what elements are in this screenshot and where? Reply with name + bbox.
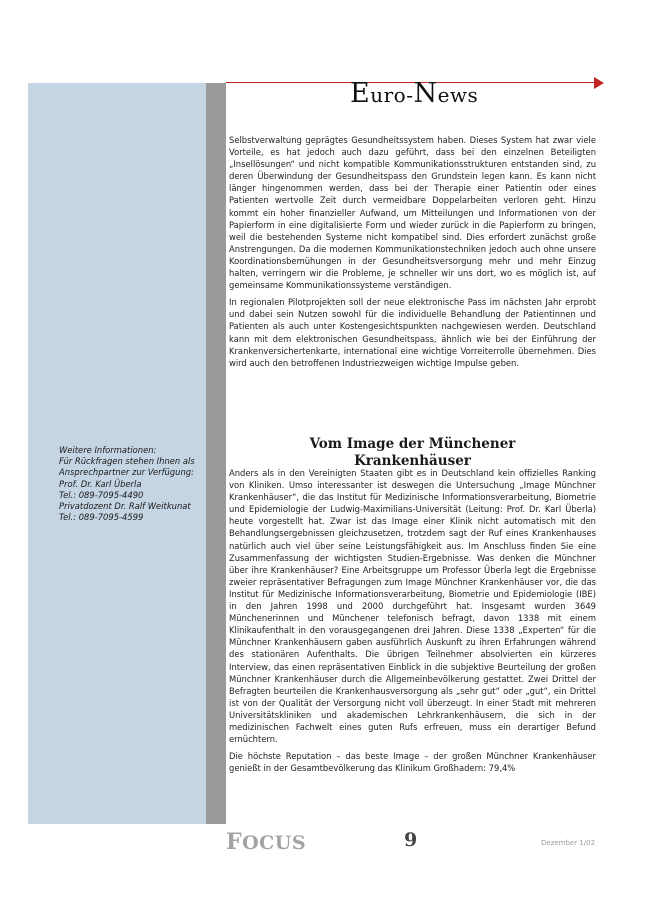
info-heading: Weitere Informationen: [59,445,157,455]
brand-letter: F [226,829,243,855]
heading-line: Krankenhäuser [354,453,471,469]
masthead-letter: E [350,78,371,109]
article-body [229,467,596,779]
arrow-icon [594,77,604,89]
paragraph: Selbstverwaltung geprägtes Gesundheitssystem haben. Dieses System hat zwar viele Vorteile, es hat jedoch auch dazu geführt, dass bei den einzelnen Beteiligten „Insellösungen“ und nicht kompatible Kommunikationsstrukturen entstanden sind, zu deren Überwindung der Gesundheitspass den Grundstein legen kann. Es kann nicht länger hingenommen werden, dass bei der Therapie einer Patientin oder eines Patienten wertvolle Zeit durch vermeidbare Doppelarbeiten verloren geht. Hinzu kommt ein hoher finanzieller Aufwand, um Mitteilungen und Informationen von der Papierform in eine digitalisierte Form und wieder zurück in die Papierform zu bringen, weil die bestehenden Systeme nicht kompatibel sind. Dies erfordert zunächst große Anstrengungen. Da die modernen Kommunikationstechniken jedoch auch ohne unsere Koordinationsbemühungen in der Gesundheitsversorgung mehr und mehr Einzug halten, verringern wir die Probleme, je schneller wir uns dort, wo es möglich ist, auf gemeinsame Kommunikationssysteme verständigen. [229,135,596,291]
brand-text: OCUS [242,832,307,854]
info-line: Ansprechpartner zur Verfügung: [59,467,194,478]
masthead-text: uro- [370,83,414,107]
paragraph: In regionalen Pilotprojekten soll der neue elektronische Pass im nächsten Jahr erprobt und dabei sein Nutzen sowohl für die individuelle Behandlung der Patientinnen und Patienten als auch unter Kostengesichtspunkten nachgewiesen werden. Deutschland kann mit dem elektronischen Gesundheitspass, ähnlich wie bei der Einführung der Krankenversichertenkarte, international eine wichtige Vorreiterrolle übernehmen. Dies wird auch den betroffenen Industriezweigen wichtige Impulse geben. [229,297,596,368]
contact-name: Privatdozent Dr. Ralf Weitkunat [59,501,191,512]
masthead-letter: N [413,78,438,109]
article-heading [229,436,596,470]
paragraph: Anders als in den Vereinigten Staaten gibt es in Deutschland kein offizielles Ranking von Kliniken. Umso interessanter ist deswegen die Untersuchung „Image Münchner Krankenhäuser“, die das Institut für Medizinische Informationsverarbeitung, Biometrie und Epidemiologie der Ludwig-Maximilians-Universität (Leitung: Prof. Dr. Karl Überla) heute vorgestellt hat. Zwar ist das Image einer Klinik nicht automatisch mit den Behandlungsergebnissen gleichzusetzen, trotzdem sagt der Ruf eines Krankenhauses natürlich auch viel über seine Leistungsfähigkeit aus. Im Anschluss finden Sie eine Zusammenfassung der wichtigsten Studien-Ergebnisse. Was denken die Münchner über ihre Krankenhäuser? Eine Arbeitsgruppe um Professor Überla legt die Ergebnisse zweier repräsentativer Befragungen zum Image Münchner Krankenhäuser vor, die das Institut für Medizinische Informationsverarbeitung, Biometrie und Epidemiologie (IBE) in den Jahren 1998 und 2000 durchgeführt hat. Insgesamt wurden 3649 Münchenerinnen und Münchener telefonisch befragt, davon 1338 mit einem Klinikaufenthalt in den vorausgegangenen drei Jahren. Diese 1338 „Experten“ für die Münchner Krankenhäusern gaben ausführlich Auskunft zu ihren Erfahrungen während des stationären Aufenthalts. Die übrigen Teilnehmer absolvierten ein kürzeres Interview, das einen repräsentativen Einblick in die subjektive Beurteilung der großen Münchner Krankenhäuser durch die Allgemeinbevölkerung gestattet. Zwei Drittel der Befragten beurteilen die Krankenhausversorgung als „sehr gut“ oder „gut“, ein Drittel ist von der Qualität der Versorgung nicht voll überzeugt. In einer Stadt mit mehreren Universitätskliniken und akademischen Lehrkrankenhäusern, die sich in der medizinischen Fachwelt eines guten Rufs erfreuen, muss ein derartiger Befund ernüchtern. [229,468,596,745]
contact-phone: Tel.: 089-7095-4599 [59,512,144,523]
page-number: 9 [404,829,418,851]
masthead-euro-news [350,78,478,109]
paragraph: Die höchste Reputation – das beste Image – der großen Münchner Krankenhäuser genießt in der Gesamtbevölkerung das Klinikum Großhadern: 79,4% [229,751,596,774]
info-line: Für Rückfragen stehen Ihnen als [59,456,195,467]
contact-info-box [59,445,209,523]
contact-name: Prof. Dr. Karl Überla [59,478,142,489]
footer-brand [226,829,306,855]
gray-divider-bar [206,83,226,824]
article-continued-text [229,134,596,374]
masthead-text: ews [437,83,479,107]
contact-phone: Tel.: 089-7095-4490 [59,489,144,500]
issue-label: Dezember 1/02 [541,839,596,847]
heading-line: Vom Image der Münchener [309,436,516,452]
